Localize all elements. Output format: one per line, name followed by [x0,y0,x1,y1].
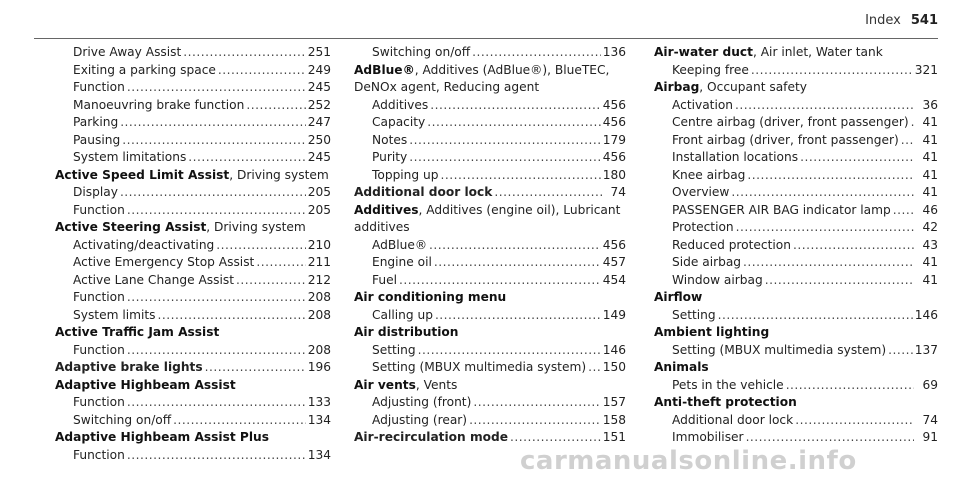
index-subentry [55,289,331,307]
index-entry [354,289,626,324]
dot-leader [216,237,305,255]
index-subentry [354,307,626,325]
index-subentry [354,97,626,115]
page-ref[interactable]: 205 [307,185,331,199]
index-subentry [354,167,626,185]
index-entry [55,429,331,464]
subentry-text: Additives [372,97,429,112]
page-ref[interactable]: 157 [602,395,626,409]
index-term-aliases: , Occupant safety [699,80,807,94]
index-column-2 [354,44,626,447]
dot-leader [127,342,306,360]
dot-leader [435,307,601,325]
index-entry [354,324,626,377]
page-ref[interactable]: 133 [307,395,331,409]
dot-leader [429,237,601,255]
index-subentry [654,219,938,237]
index-heading [654,289,938,307]
dot-leader [427,114,600,132]
subentry-text: Display [73,185,118,199]
subentry-text: Manoeuvring brake function [73,97,245,112]
index-subentry [55,272,331,290]
index-subentry [55,237,331,255]
index-entry [654,79,938,289]
dot-leader [731,184,914,202]
index-term-aliases: , Driving system [229,167,329,182]
page-ref[interactable]: 208 [307,342,331,357]
page-ref[interactable]: 456 [602,97,626,112]
index-subentry [654,132,938,150]
subentry-text: Additional door lock [672,412,794,427]
index-subentry [55,412,331,430]
dot-leader [218,62,306,80]
index-term-aliases: , Driving system [206,220,306,234]
page-ref[interactable]: 456 [602,237,626,252]
index-subentry [354,237,626,255]
index-subentry [55,62,331,80]
subentry-text: Activation [672,97,734,112]
index-subentry [354,412,626,430]
index-subentry [55,149,331,167]
page-ref[interactable]: 457 [602,255,626,269]
index-subentry [354,132,626,150]
page-ref[interactable]: 134 [307,412,331,427]
dot-leader [751,62,913,80]
subentry-text: Adjusting (front) [372,395,472,409]
dot-leader [120,184,306,202]
index-term: Active Steering Assist [55,220,207,234]
index-subentry [654,62,938,80]
index-subentry [55,44,331,62]
page-ref[interactable]: 247 [307,115,331,129]
subentry-text: Setting [672,307,716,322]
page-ref[interactable]: 91 [922,430,938,444]
page-ref[interactable]: 42 [922,220,938,234]
page-ref[interactable]: 146 [602,342,626,357]
dot-leader [746,429,914,447]
dot-leader [473,394,600,412]
subentry-text: Notes [372,132,408,147]
index-subentry [654,184,938,202]
subentry-text: Fuel [372,272,397,287]
index-term: Active Speed Limit Assist [55,167,230,182]
index-entry [654,324,938,359]
page-ref[interactable]: 456 [602,115,626,129]
index-heading [55,219,331,237]
index-subentry [354,149,626,167]
page-ref[interactable]: 69 [922,377,938,392]
dot-leader [157,307,305,325]
index-column-3 [654,44,938,447]
subentry-text: Calling up [372,307,433,322]
page-ref[interactable]: 136 [602,45,626,59]
index-term: Additives [354,202,419,217]
subentry-text: Keeping free [672,62,749,77]
dot-leader [718,307,913,325]
subentry-text: Function [73,290,125,304]
dot-leader [510,429,601,447]
page-ref[interactable]: 41 [922,185,938,199]
dot-leader [418,342,601,360]
subentry-text: Centre airbag (driver, front passenger) [672,115,909,129]
dot-leader [736,219,914,237]
subentry-text: Side airbag [672,255,742,269]
subentry-text: Installation locations [672,150,799,164]
subentry-text: Knee airbag [672,167,746,182]
subentry-text: Overview [672,185,730,199]
subentry-text: AdBlue® [372,237,428,252]
index-term: Air vents [354,377,416,392]
index-heading [55,324,331,342]
index-term-aliases: , Air inlet, Water tank [752,45,883,59]
subentry-text: Function [73,80,125,94]
index-heading [55,359,331,377]
subentry-text: Switching on/off [73,412,172,427]
dot-leader [236,272,306,290]
index-term: Air conditioning menu [354,290,507,304]
subentry-text: Function [73,202,125,217]
page-ref[interactable]: 146 [914,307,938,322]
index-subentry [55,114,331,132]
index-entry [354,184,626,202]
index-term: Air-recirculation mode [354,430,509,444]
index-column-1 [55,44,331,464]
header-label: Index [865,13,901,28]
subentry-text: Setting (MBUX multimedia system) [672,342,887,357]
page-ref[interactable]: 250 [307,132,331,147]
page-ref[interactable]: 134 [307,447,331,462]
index-entry [55,359,331,377]
page-ref[interactable]: 454 [602,272,626,287]
subentry-text: Parking [73,115,119,129]
page-ref[interactable]: 208 [307,307,331,322]
index-subentry [654,254,938,272]
dot-leader [127,202,306,220]
dot-leader [127,79,306,97]
subentry-text: Pets in the vehicle [672,377,784,392]
index-subentry [55,254,331,272]
subentry-text: Topping up [372,167,439,182]
page-ref[interactable]: 41 [922,167,938,182]
dot-leader [409,149,600,167]
index-term-aliases: , Additives (AdBlue®), BlueTEC, DeNOx agent, Reducing agent [354,62,610,94]
dot-leader [800,149,914,167]
index-term: Adaptive brake lights [55,360,203,374]
subentry-text: System limitations [73,150,187,164]
index-term: Ambient lighting [654,325,770,339]
index-subentry [354,44,626,62]
index-term: Animals [654,360,709,374]
subentry-text: Protection [672,220,734,234]
page-ref[interactable]: 41 [922,115,938,129]
index-heading [55,429,331,447]
index-subentry [654,412,938,430]
index-subentry [55,202,331,220]
index-subentry [55,132,331,150]
index-heading [654,359,938,377]
page-ref[interactable]: 251 [307,45,331,59]
page-ref[interactable]: 43 [922,237,938,252]
index-heading [55,167,331,185]
subentry-text: Purity [372,150,408,164]
page-ref[interactable]: 456 [602,150,626,164]
index-entry [55,44,331,167]
index-subentry [354,272,626,290]
subentry-text: Active Emergency Stop Assist [73,255,255,269]
page-ref[interactable]: 46 [922,202,938,217]
subentry-text: Drive Away Assist [73,45,182,59]
index-subentry [654,167,938,185]
subentry-text: Setting [372,342,416,357]
dot-leader [765,272,914,290]
dot-leader [188,149,305,167]
index-term: Air distribution [354,325,459,339]
subentry-text: System limits [73,307,156,322]
dot-leader [399,272,601,290]
subentry-text: Function [73,395,125,409]
index-entry [55,377,331,430]
subentry-text: Immobiliser [672,430,744,444]
index-heading-text [55,359,203,377]
dot-leader [127,394,306,412]
page-ref[interactable]: 36 [922,97,938,112]
index-heading [354,184,626,202]
dot-leader [127,289,306,307]
page-ref[interactable]: 158 [602,412,626,427]
dot-leader [183,44,305,62]
dot-leader [409,132,601,150]
index-subentry [55,307,331,325]
page-ref[interactable]: 245 [307,150,331,164]
dot-leader [120,114,306,132]
index-heading [354,202,626,237]
page-ref[interactable]: 41 [922,150,938,164]
page-ref[interactable]: 211 [307,255,331,269]
index-subentry [654,202,938,220]
dot-leader [122,132,306,150]
index-subentry [354,254,626,272]
index-subentry [55,394,331,412]
subentry-text: Window airbag [672,272,763,287]
index-subentry [654,342,938,360]
index-heading [55,377,331,395]
index-term: Anti-theft protection [654,395,797,409]
index-entry [654,289,938,324]
index-term: Air-water duct [654,45,753,59]
page-ref[interactable]: 180 [602,167,626,182]
subentry-text: Active Lane Change Assist [73,272,235,287]
dot-leader [256,254,305,272]
dot-leader [430,97,601,115]
subentry-text: Adjusting (rear) [372,412,468,427]
dot-leader [735,97,914,115]
index-heading [654,394,938,412]
dot-leader [743,254,914,272]
index-subentry [354,394,626,412]
index-term-aliases: , Vents [415,377,458,392]
dot-leader [173,412,306,430]
index-subentry [654,149,938,167]
page-ref[interactable]: 149 [602,307,626,322]
index-term: Airbag [654,80,700,94]
page-ref[interactable]: 212 [307,272,331,287]
index-heading [354,377,626,395]
index-subentry [354,342,626,360]
index-entry [354,44,626,62]
index-subentry [354,359,626,377]
index-entry [354,429,626,447]
page-ref[interactable]: 150 [602,360,626,374]
index-entry [654,394,938,447]
page-ref[interactable]: 74 [922,412,938,427]
dot-leader [786,377,914,395]
index-heading [354,324,626,342]
page-ref[interactable]: 74 [610,185,626,199]
index-subentry [55,184,331,202]
dot-leader [893,202,914,220]
index-heading [654,44,938,62]
index-subentry [654,429,938,447]
index-subentry [654,237,938,255]
index-entry [654,44,938,79]
page-ref[interactable]: 321 [914,62,938,77]
index-subentry [55,79,331,97]
index-term: Airflow [654,290,703,304]
dot-leader [127,447,306,465]
index-heading [354,62,626,97]
index-term: Adaptive Highbeam Assist Plus [55,430,269,444]
index-heading [654,79,938,97]
watermark: carmanualsonline.info [520,446,857,476]
index-subentry [654,114,938,132]
dot-leader [494,184,602,202]
index-term: Additional door lock [354,185,493,199]
subentry-text: Activating/deactivating [73,237,215,252]
subentry-text: Switching on/off [372,45,471,59]
index-entry [354,377,626,430]
page-ref[interactable]: 252 [307,97,331,112]
page-ref[interactable]: 249 [307,62,331,77]
subentry-text: Function [73,447,125,462]
page-ref[interactable]: 41 [922,255,938,269]
index-subentry [55,447,331,465]
dot-leader [434,254,601,272]
index-heading [654,324,938,342]
page-header [34,0,938,39]
dot-leader [246,97,305,115]
index-subentry [55,342,331,360]
dot-leader [901,132,914,150]
page-ref[interactable]: 179 [602,132,626,147]
index-heading [354,429,626,447]
dot-leader [793,237,914,255]
index-entry [354,62,626,185]
page-ref[interactable]: 210 [307,237,331,252]
index-subentry [55,97,331,115]
index-term: Adaptive Highbeam Assist [55,377,236,392]
dot-leader [888,342,913,360]
index-term-aliases: , Additives (engine oil), Lubricant additives [354,202,621,234]
dot-leader [472,44,601,62]
index-subentry [654,97,938,115]
dot-leader [911,114,914,132]
page-ref[interactable]: 137 [914,342,938,357]
subentry-text: Exiting a parking space [73,62,216,77]
page-ref[interactable]: 41 [922,272,938,287]
page-ref[interactable]: 41 [922,132,938,147]
index-subentry [654,272,938,290]
page-ref[interactable]: 208 [307,290,331,304]
dot-leader [747,167,914,185]
index-heading [354,289,626,307]
page-ref[interactable]: 205 [307,202,331,217]
subentry-text: PASSENGER AIR BAG indicator lamp [672,202,891,217]
index-entry [55,324,331,359]
dot-leader [588,359,601,377]
page-ref[interactable]: 245 [307,80,331,94]
index-term: AdBlue® [354,62,415,77]
subentry-text: Function [73,342,125,357]
page-ref[interactable]: 151 [602,430,626,444]
page-number: 541 [910,13,938,28]
index-subentry [654,307,938,325]
index-entry [55,167,331,220]
index-entry [55,219,331,324]
index-entry [354,202,626,290]
subentry-text: Engine oil [372,255,432,269]
subentry-text: Front airbag (driver, front passenger) [672,132,899,147]
index-term: Active Traffic Jam Assist [55,325,220,339]
dot-leader [469,412,601,430]
subentry-text: Setting (MBUX multimedia system) [372,360,587,374]
dot-leader [440,167,600,185]
dot-leader [795,412,914,430]
subentry-text: Capacity [372,115,426,129]
index-entry [654,359,938,394]
index-subentry [654,377,938,395]
subentry-text: Pausing [73,132,121,147]
subentry-text: Reduced protection [672,237,791,252]
dot-leader [205,359,306,377]
index-heading-text [354,429,508,447]
page-ref[interactable]: 196 [307,360,331,374]
index-subentry [354,114,626,132]
index-heading-text [354,184,492,202]
